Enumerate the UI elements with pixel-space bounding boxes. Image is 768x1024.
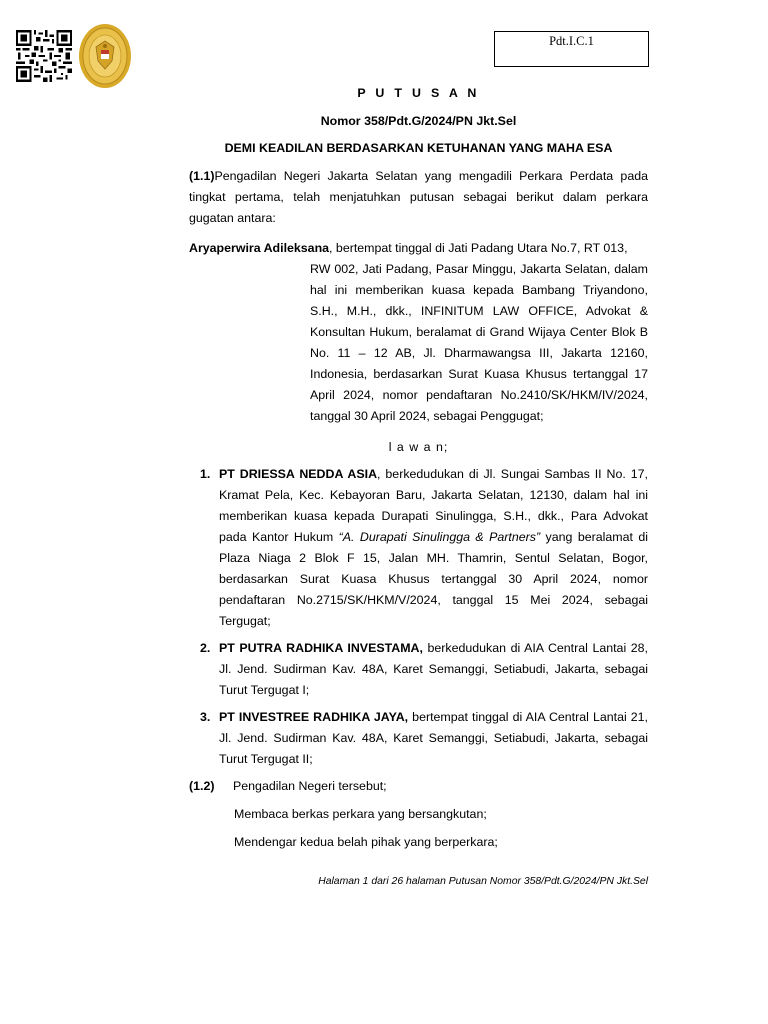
court-seal-icon <box>78 23 132 89</box>
intro-paragraph <box>189 166 648 229</box>
section-1-2-item: Membaca berkas perkara yang bersangkutan; <box>234 807 487 821</box>
defendant-text <box>219 707 648 770</box>
defendant-name: PT INVESTREE RADHIKA JAYA, <box>219 710 409 724</box>
defendant-desc-a: bertempat tinggal di AIA Central Lantai 21, Jl. Jend. Sudirman Kav. 48A, Karet Semanggi, Setiabudi, Jakarta, sebagai Turut Tergugat II; <box>219 710 648 766</box>
plaintiff-description: RW 002, Jati Padang, Pasar Minggu, Jakarta Selatan, dalam hal ini memberikan kuasa kepada Bambang Triyandono, S.H., M.H., dkk., INFINITUM LAW OFFICE, Advokat & Konsultan Hukum, beralamat di Grand Wijaya Center Blok B No. 11 – 12 AB, Jl. Dharmawangsa III, Jakarta 12160, Indonesia, berdasarkan Surat Kuasa Khusus tertanggal 17 April 2024, nomor pendaftaran No.2410/SK/HKM/IV/2024, tanggal 30 April 2024, sebagai Penggugat; <box>310 262 648 423</box>
defendant-law-firm: “A. Durapati Sinulingga & Partners” <box>338 530 541 544</box>
plaintiff-first-line-text: , bertempat tinggal di Jati Padang Utara No.7, RT 013, <box>329 241 628 255</box>
plaintiff-block <box>189 238 648 427</box>
qr-code-icon <box>16 30 72 82</box>
justice-heading: DEMI KEADILAN BERDASARKAN KETUHANAN YANG MAHA ESA <box>224 141 613 155</box>
page-title: P U T U S A N <box>357 86 480 100</box>
defendant-text <box>219 638 648 701</box>
defendant-name: PT PUTRA RADHIKA INVESTAMA, <box>219 641 423 655</box>
plaintiff-name: Aryaperwira Adileksana <box>189 241 330 255</box>
section-1-2-text: Pengadilan Negeri tersebut; <box>233 779 387 793</box>
section-1-2-item: Mendengar kedua belah pihak yang berperkara; <box>234 835 498 849</box>
defendant-item <box>189 707 648 770</box>
defendant-number: 3. <box>200 710 211 724</box>
section-1-2-label: (1.2) <box>189 779 215 793</box>
page-footer: Halaman 1 dari 26 halaman Putusan Nomor 358/Pdt.G/2024/PN Jkt.Sel <box>318 876 648 887</box>
intro-label: (1.1) <box>189 169 215 183</box>
document-body <box>189 84 648 853</box>
plaintiff-first-line <box>189 238 648 259</box>
document-code-box <box>494 31 649 67</box>
defendant-desc-a: berkedudukan di AIA Central Lantai 28, Jl. Jend. Sudirman Kav. 48A, Karet Semanggi, Setiabudi, Jakarta, sebagai Turut Tergugat I; <box>219 641 648 697</box>
section-1-2 <box>189 776 648 797</box>
defendant-item <box>189 638 648 701</box>
defendant-number: 2. <box>200 641 211 655</box>
case-number: Nomor 358/Pdt.G/2024/PN Jkt.Sel <box>320 114 517 128</box>
lawan-separator: l a w a n; <box>388 440 449 454</box>
defendant-name: PT DRIESSA NEDDA ASIA <box>219 467 378 481</box>
defendant-desc-b: yang beralamat di Plaza Niaga 2 Blok F 15, Jalan MH. Thamrin, Sentul Selatan, Bogor, berdasarkan Surat Kuasa Khusus tertanggal 30 April 2024, nomor pendaftaran No.2715/SK/HKM/V/2024, tanggal 15 Mei 2024, sebagai Tergugat; <box>219 530 648 628</box>
defendant-text <box>219 464 648 632</box>
defendant-item <box>189 464 648 632</box>
defendant-number: 1. <box>200 467 211 481</box>
defendant-desc-a: , berkedudukan di Jl. Sungai Sambas II No. 17, Kramat Pela, Kec. Kebayoran Baru, Jakarta Selatan, 12130, dalam hal ini memberikan kuasa kepada Durapati Sinulingga, S.H., dkk., Para Advokat pada Kantor Hukum <box>219 467 649 544</box>
intro-text: Pengadilan Negeri Jakarta Selatan yang mengadili Perkara Perdata pada tingkat pertama, telah menjatuhkan putusan sebagai berikut dalam perkara gugatan antara: <box>189 169 648 225</box>
document-code-label: Pdt.I.C.1 <box>549 34 594 48</box>
